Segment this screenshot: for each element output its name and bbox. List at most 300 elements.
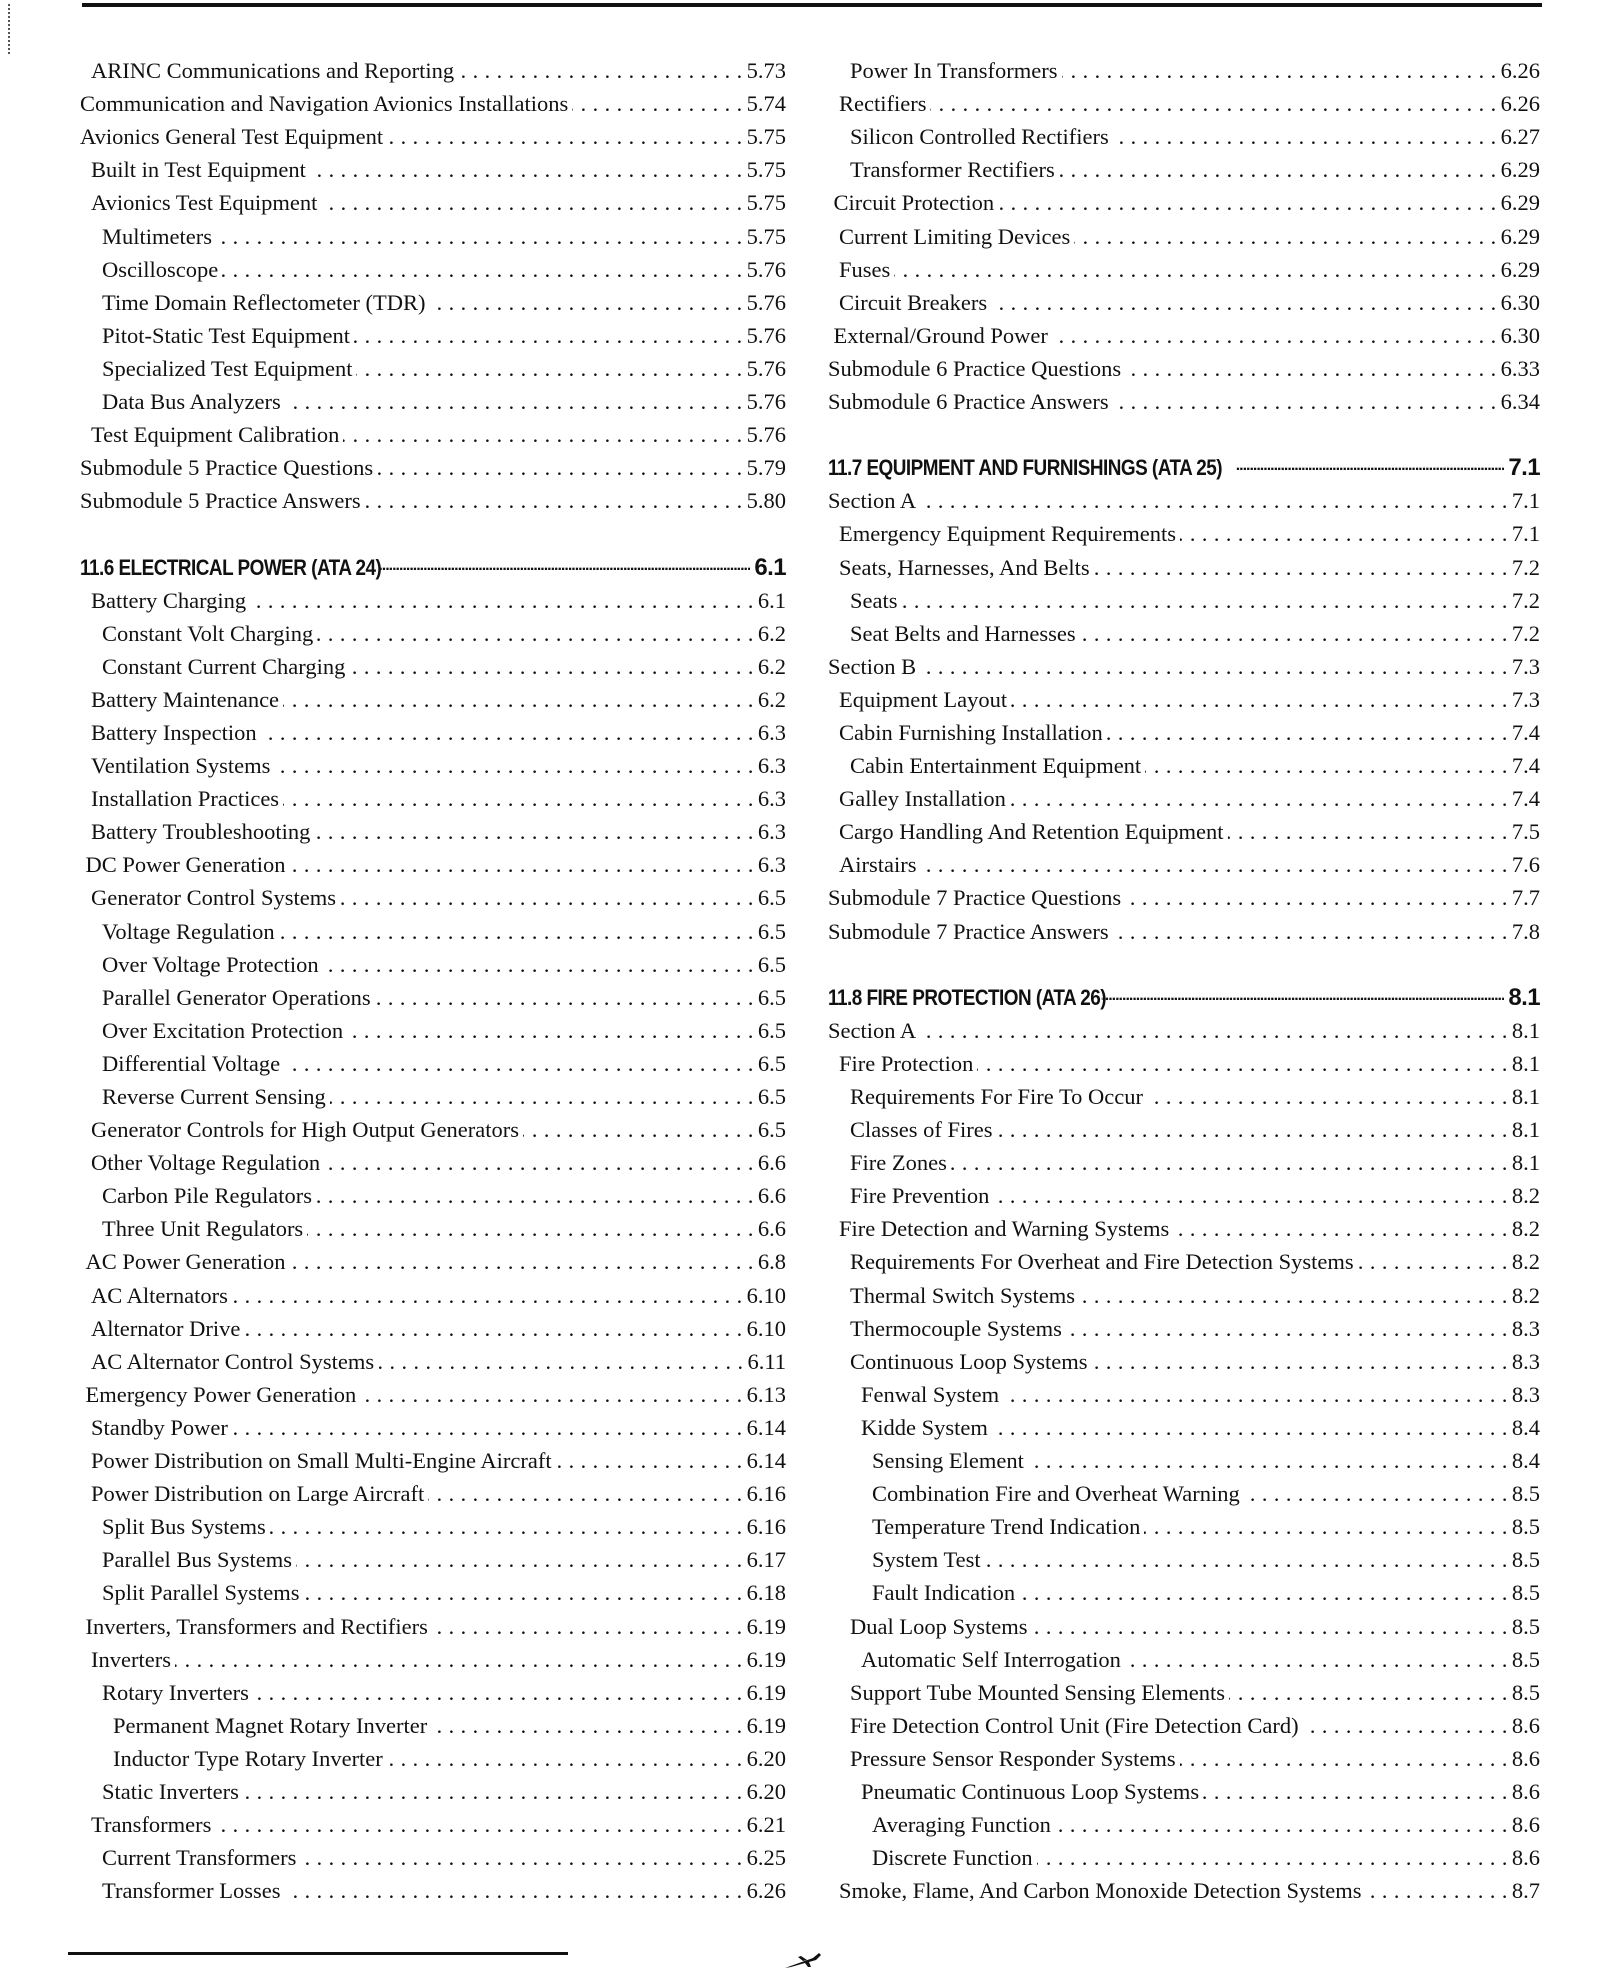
dot-leader [992, 1414, 1508, 1442]
toc-entry[interactable] [80, 1012, 786, 1045]
toc-entry-title: Constant Volt Charging [80, 620, 317, 648]
toc-page-number: 8.2 [1511, 1216, 1540, 1242]
toc-entry[interactable] [828, 780, 1540, 813]
toc-page-number: 5.80 [746, 488, 786, 514]
toc-entry-title: Seats [828, 587, 902, 615]
toc-entry-title: Support Tube Mounted Sensing Elements [828, 1679, 1229, 1707]
toc-entry[interactable] [80, 1177, 786, 1210]
toc-page-number: 6.5 [757, 1050, 786, 1076]
toc-entry-title: Fuses [828, 256, 894, 284]
toc-entry[interactable] [828, 1607, 1540, 1640]
toc-page-number: 6.10 [746, 1315, 786, 1341]
toc-entry[interactable] [828, 1276, 1540, 1309]
toc-entry[interactable] [828, 184, 1540, 217]
toc-entry-title: 11.8 FIRE PROTECTION (ATA 26) [828, 984, 1109, 1012]
dot-leader [977, 1050, 1508, 1078]
dot-leader [222, 256, 742, 284]
toc-entry[interactable] [80, 52, 786, 85]
toc-entry[interactable] [828, 1210, 1540, 1243]
dot-leader [429, 289, 742, 317]
toc-entry-title: Permanent Magnet Rotary Inverter [80, 1712, 431, 1740]
dot-leader [1079, 1282, 1508, 1310]
toc-page-number: 7.5 [1511, 819, 1540, 845]
toc-entry-title: Galley Installation [828, 785, 1010, 813]
toc-entry[interactable] [828, 1144, 1540, 1177]
toc-entry[interactable] [80, 1707, 786, 1740]
toc-entry-title: Rotary Inverters [80, 1679, 253, 1707]
toc-entry[interactable] [80, 383, 786, 416]
toc-page-number: 5.76 [746, 389, 786, 415]
toc-entry[interactable] [80, 1839, 786, 1872]
toc-page-number: 6.25 [746, 1845, 786, 1871]
toc-entry[interactable] [80, 1508, 786, 1541]
toc-page-number: 6.3 [757, 753, 786, 779]
dot-leader [244, 1315, 742, 1343]
dot-leader [274, 752, 754, 780]
toc-entry[interactable] [80, 1872, 786, 1905]
toc-entry[interactable] [80, 1806, 786, 1839]
toc-entry-title: Transformers [80, 1811, 215, 1839]
dot-leader [279, 918, 754, 946]
toc-page-number: 6.16 [746, 1481, 786, 1507]
toc-page-number: 5.79 [746, 455, 786, 481]
toc-entry[interactable] [80, 1144, 786, 1177]
dot-leader [261, 719, 754, 747]
dot-leader [1055, 1811, 1508, 1839]
dot-leader [458, 57, 743, 85]
toc-entry-title: Split Parallel Systems [80, 1579, 304, 1607]
dot-leader [380, 554, 750, 582]
toc-entry[interactable] [828, 1409, 1540, 1442]
toc-entry-title: Seats, Harnesses, And Belts [828, 554, 1094, 582]
toc-entry-title: Fire Detection and Warning Systems [828, 1215, 1173, 1243]
toc-page-number: 8.5 [1511, 1481, 1540, 1507]
dot-leader [1062, 57, 1497, 85]
toc-entry[interactable] [828, 1707, 1540, 1740]
toc-page-number: 8.5 [1511, 1547, 1540, 1573]
toc-page-number: 6.19 [746, 1679, 786, 1705]
toc-entry[interactable] [828, 1641, 1540, 1674]
toc-entry[interactable] [828, 482, 1540, 515]
dot-leader [1080, 620, 1508, 648]
toc-entry-title: Time Domain Reflectometer (TDR) [80, 289, 429, 317]
toc-entry-title: Cabin Entertainment Equipment [828, 752, 1145, 780]
toc-left-column [80, 52, 786, 1905]
toc-entry-title: Submodule 5 Practice Questions [80, 454, 377, 482]
dot-leader [993, 1182, 1508, 1210]
toc-page-number: 6.10 [746, 1282, 786, 1308]
toc-entry-title: Other Voltage Regulation [80, 1149, 324, 1177]
toc-entry[interactable] [80, 1574, 786, 1607]
toc-entry[interactable] [828, 1806, 1540, 1839]
toc-entry[interactable] [828, 1376, 1540, 1409]
dot-leader [1028, 1447, 1508, 1475]
airplane-icon [783, 1950, 823, 1970]
toc-entry-title: Automatic Self Interrogation [828, 1646, 1125, 1674]
toc-entry[interactable] [80, 846, 786, 879]
toc-entry[interactable] [80, 648, 786, 681]
dot-leader [354, 322, 743, 350]
toc-entry[interactable] [80, 714, 786, 747]
dot-leader [360, 1381, 742, 1409]
toc-entry-title: Combination Fire and Overheat Warning [828, 1480, 1244, 1508]
toc-page-number: 8.6 [1511, 1812, 1540, 1838]
dot-leader [340, 884, 754, 912]
toc-entry[interactable] [80, 879, 786, 912]
toc-page-number: 6.34 [1500, 389, 1540, 415]
toc-page-number: 5.76 [746, 256, 786, 282]
toc-page-number: 7.4 [1511, 786, 1540, 812]
toc-page-number: 7.2 [1511, 620, 1540, 646]
dot-leader [314, 818, 753, 846]
toc-entry[interactable] [80, 780, 786, 813]
toc-entry[interactable] [80, 416, 786, 449]
dot-leader [289, 1248, 753, 1276]
toc-entry[interactable] [828, 615, 1540, 648]
toc-entry-title: Test Equipment Calibration [80, 421, 343, 449]
toc-entry[interactable] [80, 615, 786, 648]
toc-page-number: 7.8 [1511, 918, 1540, 944]
toc-page-number: 6.11 [747, 1348, 786, 1374]
toc-entry[interactable] [828, 1310, 1540, 1343]
toc-entry[interactable] [828, 85, 1540, 118]
toc-page-number: 7.1 [1508, 454, 1540, 482]
dot-leader [232, 1282, 743, 1310]
toc-entry[interactable] [80, 681, 786, 714]
toc-page-number: 8.1 [1511, 1050, 1540, 1076]
toc-page-number: 6.26 [1500, 58, 1540, 84]
toc-section-heading[interactable] [80, 548, 786, 581]
toc-entry-title: Communication and Navigation Avionics Installations [80, 90, 572, 118]
toc-page-number: 6.1 [754, 553, 786, 581]
toc-page-number: 8.5 [1511, 1646, 1540, 1672]
dot-leader [300, 1844, 742, 1872]
toc-entry-title: Fire Detection Control Unit (Fire Detection Card) [828, 1712, 1303, 1740]
toc-entry[interactable] [828, 151, 1540, 184]
toc-entry[interactable] [828, 548, 1540, 581]
toc-entry-title: Fire Protection [828, 1050, 977, 1078]
toc-entry[interactable] [80, 1442, 786, 1475]
toc-entry[interactable] [828, 846, 1540, 879]
toc-entry[interactable] [828, 1872, 1540, 1905]
toc-entry[interactable] [828, 912, 1540, 945]
dot-leader [307, 1215, 754, 1243]
toc-page-number: 5.75 [746, 157, 786, 183]
toc-entry[interactable] [828, 118, 1540, 151]
dot-leader [330, 1083, 754, 1111]
dot-leader [985, 1546, 1508, 1574]
toc-entry[interactable] [828, 284, 1540, 317]
toc-entry-title: Submodule 5 Practice Answers [80, 487, 365, 515]
toc-page-number: 5.73 [746, 58, 786, 84]
toc-entry[interactable] [80, 912, 786, 945]
dot-leader [1101, 984, 1504, 1012]
toc-page-number: 6.6 [757, 1150, 786, 1176]
toc-entry[interactable] [80, 1111, 786, 1144]
toc-entry-title: Power In Transformers [828, 57, 1062, 85]
toc-entry[interactable] [80, 1210, 786, 1243]
toc-page-number: 8.6 [1511, 1778, 1540, 1804]
toc-entry-title: Section A [828, 1017, 920, 1045]
dot-leader [920, 1017, 1508, 1045]
toc-page-number: 6.29 [1500, 157, 1540, 183]
toc-entry-title: Cabin Furnishing Installation [828, 719, 1107, 747]
toc-entry[interactable] [80, 1343, 786, 1376]
dot-leader [920, 487, 1508, 515]
dot-leader [283, 686, 754, 714]
toc-entry[interactable] [828, 1773, 1540, 1806]
toc-entry-title: Dual Loop Systems [828, 1613, 1032, 1641]
toc-entry[interactable] [80, 747, 786, 780]
toc-entry[interactable] [80, 350, 786, 383]
dot-leader [1125, 884, 1508, 912]
dot-leader [572, 90, 742, 118]
toc-entry[interactable] [828, 648, 1540, 681]
toc-entry-title: Pressure Sensor Responder Systems [828, 1745, 1180, 1773]
toc-entry[interactable] [80, 184, 786, 217]
toc-entry[interactable] [80, 251, 786, 284]
dot-leader [285, 1877, 743, 1905]
dot-leader [1125, 1646, 1508, 1674]
toc-entry-title: Battery Troubleshooting [80, 818, 314, 846]
toc-entry[interactable] [828, 1541, 1540, 1574]
toc-entry[interactable] [80, 946, 786, 979]
toc-entry-title: Silicon Controlled Rectifiers [828, 123, 1113, 151]
toc-entry[interactable] [828, 1012, 1540, 1045]
toc-page-number: 8.7 [1511, 1878, 1540, 1904]
toc-page-number: 8.2 [1511, 1183, 1540, 1209]
toc-page-number: 7.2 [1511, 587, 1540, 613]
dot-leader [175, 1646, 743, 1674]
dot-leader [951, 1149, 1508, 1177]
toc-entry[interactable] [80, 284, 786, 317]
toc-entry[interactable] [80, 1607, 786, 1640]
toc-entry[interactable] [80, 1243, 786, 1276]
toc-page-number: 6.3 [757, 819, 786, 845]
toc-entry[interactable] [828, 1508, 1540, 1541]
toc-entry-title: Over Excitation Protection [80, 1017, 347, 1045]
toc-entry[interactable] [828, 1078, 1540, 1111]
dot-leader [215, 1811, 742, 1839]
toc-page-number: 6.30 [1500, 289, 1540, 315]
toc-entry[interactable] [828, 1674, 1540, 1707]
toc-page-number: 6.6 [757, 1216, 786, 1242]
toc-entry[interactable] [828, 1177, 1540, 1210]
toc-entry[interactable] [80, 1376, 786, 1409]
toc-page-number: 6.13 [746, 1381, 786, 1407]
toc-entry[interactable] [828, 1740, 1540, 1773]
toc-entry[interactable] [828, 714, 1540, 747]
toc-entry-title: Static Inverters [80, 1778, 243, 1806]
toc-page-number: 5.75 [746, 190, 786, 216]
toc-entry[interactable] [80, 482, 786, 515]
toc-page-number: 8.1 [1511, 1150, 1540, 1176]
dot-leader [216, 223, 743, 251]
dot-leader [304, 1579, 743, 1607]
toc-entry[interactable] [828, 1111, 1540, 1144]
dot-leader [1303, 1712, 1508, 1740]
toc-entry[interactable] [828, 1343, 1540, 1376]
toc-entry[interactable] [80, 1541, 786, 1574]
toc-entry[interactable] [828, 52, 1540, 85]
toc-entry[interactable] [828, 747, 1540, 780]
toc-entry-title: Seat Belts and Harnesses [828, 620, 1080, 648]
toc-page-number: 8.3 [1511, 1381, 1540, 1407]
toc-page-number: 6.26 [1500, 91, 1540, 117]
toc-page-number: 6.2 [757, 653, 786, 679]
dot-leader [1113, 918, 1508, 946]
toc-entry[interactable] [80, 1674, 786, 1707]
toc-entry[interactable] [80, 151, 786, 184]
toc-page-number: 6.16 [746, 1514, 786, 1540]
toc-page-number: 6.5 [757, 984, 786, 1010]
dot-leader [232, 1414, 743, 1442]
dot-leader [347, 1017, 754, 1045]
toc-entry[interactable] [828, 1574, 1540, 1607]
toc-entry-title: Carbon Pile Regulators [80, 1182, 316, 1210]
toc-entry[interactable] [828, 582, 1540, 615]
toc-entry[interactable] [828, 879, 1540, 912]
toc-entry-title: Parallel Bus Systems [80, 1546, 296, 1574]
toc-entry-title: Fault Indication [828, 1579, 1019, 1607]
toc-entry[interactable] [828, 1045, 1540, 1078]
toc-entry[interactable] [828, 217, 1540, 250]
dot-leader [1229, 1679, 1508, 1707]
dot-leader [349, 653, 754, 681]
toc-page-number: 8.5 [1511, 1613, 1540, 1639]
toc-entry[interactable] [80, 1475, 786, 1508]
dot-leader [556, 1447, 743, 1475]
dot-leader [1010, 785, 1508, 813]
dot-leader [432, 1613, 743, 1641]
toc-entry-title: Circuit Protection [828, 189, 998, 217]
toc-entry[interactable] [828, 251, 1540, 284]
dot-leader [321, 189, 742, 217]
toc-entry[interactable] [80, 317, 786, 350]
dot-leader [1011, 686, 1508, 714]
toc-entry[interactable] [828, 1839, 1540, 1872]
toc-entry[interactable] [828, 350, 1540, 383]
toc-entry[interactable] [80, 1310, 786, 1343]
toc-page-number: 6.29 [1500, 190, 1540, 216]
toc-page-number: 8.4 [1511, 1448, 1540, 1474]
dot-leader [323, 951, 754, 979]
toc-entry-title: Classes of Fires [828, 1116, 997, 1144]
toc-spacer [828, 946, 1540, 979]
dot-leader [1365, 1877, 1507, 1905]
toc-page-number: 6.8 [757, 1249, 786, 1275]
toc-entry[interactable] [80, 979, 786, 1012]
toc-entry-title: Sensing Element [828, 1447, 1028, 1475]
toc-entry[interactable] [80, 217, 786, 250]
toc-page-number: 5.75 [746, 223, 786, 249]
toc-entry-title: System Test [828, 1546, 985, 1574]
toc-page-number: 6.3 [757, 786, 786, 812]
toc-page-number: 6.18 [746, 1580, 786, 1606]
toc-entry-title: Avionics General Test Equipment [80, 123, 387, 151]
toc-page-number: 8.2 [1511, 1282, 1540, 1308]
dot-leader [1094, 554, 1508, 582]
toc-entry-title: Equipment Layout [828, 686, 1011, 714]
toc-entry-title: 11.6 ELECTRICAL POWER (ATA 24) [80, 554, 385, 582]
dot-leader [1066, 1315, 1508, 1343]
toc-entry-title: Submodule 6 Practice Answers [828, 388, 1113, 416]
toc-entry[interactable] [80, 118, 786, 151]
toc-entry-title: Fire Prevention [828, 1182, 993, 1210]
toc-entry-title: Split Bus Systems [80, 1513, 270, 1541]
toc-entry[interactable] [80, 1641, 786, 1674]
toc-entry-title: Data Bus Analyzers [80, 388, 285, 416]
toc-entry[interactable] [80, 582, 786, 615]
toc-entry[interactable] [80, 813, 786, 846]
toc-entry[interactable] [828, 383, 1540, 416]
toc-page-number: 6.19 [746, 1613, 786, 1639]
toc-entry-title: Temperature Trend Indication [828, 1513, 1144, 1541]
toc-section-heading[interactable] [828, 449, 1540, 482]
toc-entry[interactable] [828, 681, 1540, 714]
toc-entry[interactable] [80, 1740, 786, 1773]
dot-leader [1147, 1083, 1508, 1111]
toc-entry-title: Built in Test Equipment [80, 156, 310, 184]
toc-entry[interactable] [828, 515, 1540, 548]
dot-leader [375, 984, 754, 1012]
toc-entry[interactable] [80, 1773, 786, 1806]
toc-page-number: 8.5 [1511, 1580, 1540, 1606]
toc-entry-title: Pneumatic Continuous Loop Systems [828, 1778, 1203, 1806]
toc-entry-title: Transformer Losses [80, 1877, 285, 1905]
dot-leader [997, 1116, 1508, 1144]
toc-entry[interactable] [80, 1276, 786, 1309]
toc-entry-title: Oscilloscope [80, 256, 222, 284]
toc-right-column [828, 52, 1540, 1905]
dot-leader [1180, 1745, 1508, 1773]
toc-page-number: 7.2 [1511, 554, 1540, 580]
dot-leader [283, 785, 754, 813]
toc-entry-title: Continuous Loop Systems [828, 1348, 1092, 1376]
toc-entry-title: ARINC Communications and Reporting [80, 57, 458, 85]
dot-leader [365, 487, 743, 515]
toc-entry[interactable] [828, 1475, 1540, 1508]
toc-page-number: 6.6 [757, 1183, 786, 1209]
toc-page-number: 6.3 [757, 719, 786, 745]
toc-page-number: 7.6 [1511, 852, 1540, 878]
margin-tick-marks [8, 4, 10, 54]
dot-leader [1059, 156, 1497, 184]
toc-page-number: 8.2 [1511, 1249, 1540, 1275]
toc-entry[interactable] [80, 1045, 786, 1078]
toc-entry-title: Constant Current Charging [80, 653, 349, 681]
toc-entry[interactable] [828, 1243, 1540, 1276]
toc-entry[interactable] [80, 1078, 786, 1111]
toc-page-number: 7.1 [1511, 521, 1540, 547]
toc-entry[interactable] [80, 85, 786, 118]
toc-spacer [80, 515, 786, 548]
toc-entry[interactable] [828, 317, 1540, 350]
toc-entry-title: Fire Zones [828, 1149, 951, 1177]
toc-entry[interactable] [80, 1409, 786, 1442]
toc-entry[interactable] [828, 813, 1540, 846]
toc-page-number: 6.5 [757, 918, 786, 944]
dot-leader [1074, 223, 1496, 251]
toc-page-number: 5.75 [746, 124, 786, 150]
dot-leader [428, 1480, 742, 1508]
toc-entry-title: Over Voltage Protection [80, 951, 323, 979]
toc-entry[interactable] [80, 449, 786, 482]
toc-entry-title: External/Ground Power [828, 322, 1052, 350]
toc-entry[interactable] [828, 1442, 1540, 1475]
toc-section-heading[interactable] [828, 979, 1540, 1012]
toc-page-number: 6.26 [746, 1878, 786, 1904]
